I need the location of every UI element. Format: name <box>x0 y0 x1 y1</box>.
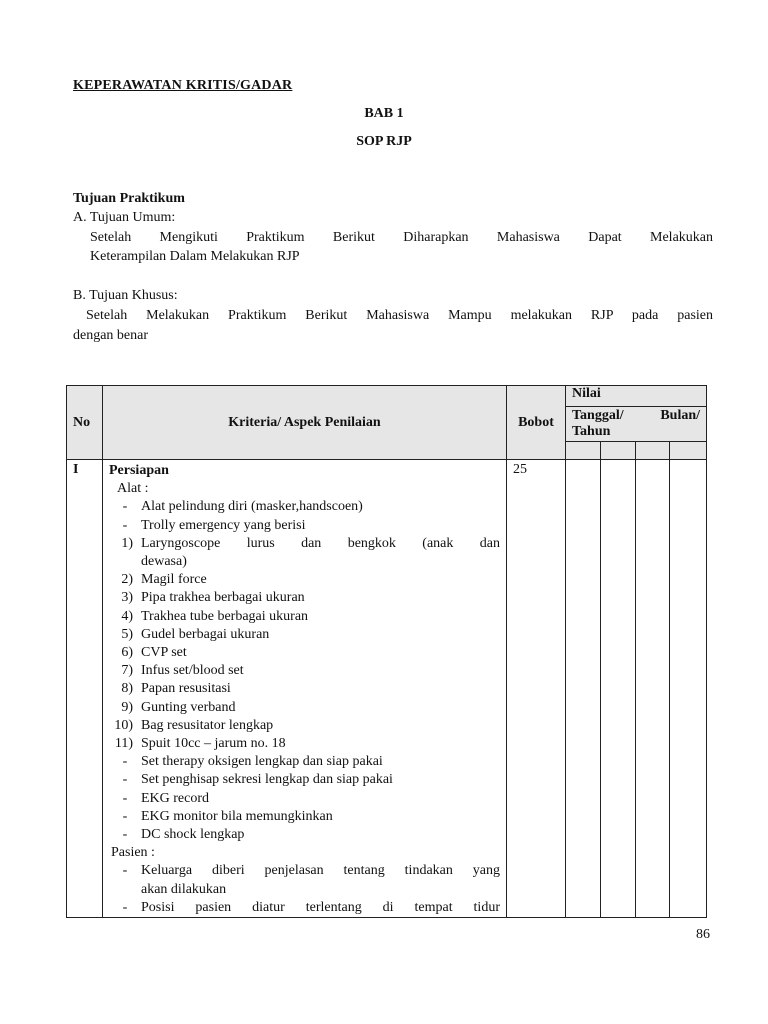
list-item-text: Trolly emergency yang berisi <box>141 517 306 533</box>
list-item <box>109 608 500 626</box>
list-item <box>109 881 500 899</box>
list-marker: 8) <box>121 681 133 697</box>
list-item-text: Trakhea tube berbagai ukuran <box>141 608 309 624</box>
list-item-text: Bag resusitator lengkap <box>141 717 274 733</box>
list-marker: - <box>122 754 128 770</box>
list-item-text: DC shock lengkap <box>141 827 245 843</box>
row-number: I <box>67 460 103 918</box>
alat-list <box>109 498 500 844</box>
list-item <box>109 571 500 589</box>
date-cell-2-header <box>601 442 636 460</box>
list-marker: 6) <box>121 645 133 661</box>
list-item <box>109 735 500 753</box>
list-marker <box>109 881 141 899</box>
list-marker: - <box>122 808 128 824</box>
list-marker: 11) <box>114 736 133 752</box>
list-item <box>109 535 500 553</box>
list-marker: - <box>122 517 128 533</box>
date-cell-4-header <box>670 442 707 460</box>
list-marker: 7) <box>121 663 133 679</box>
list-item <box>109 899 500 917</box>
list-item-text: Set penghisap sekresi lengkap dan siap pakai <box>141 772 393 788</box>
assessment-table <box>66 385 707 918</box>
header-bobot: Bobot <box>507 386 566 460</box>
bobot-value: 25 <box>507 460 566 918</box>
list-marker: 1) <box>121 535 133 551</box>
tujuan-umum-line-1: Setelah Mengikuti Praktikum Berikut Diharapkan Mahasiswa Dapat Melakukan <box>90 230 713 245</box>
list-marker: 10) <box>114 717 133 733</box>
date-cell-2 <box>601 460 636 918</box>
date-cell-1 <box>566 460 601 918</box>
header-tanggal-label: Tanggal/ <box>572 408 624 423</box>
header-no: No <box>67 386 103 460</box>
list-item-text: Pipa trakhea berbagai ukuran <box>141 590 305 606</box>
date-cell-4 <box>670 460 707 918</box>
header-bulan-label: Bulan/ <box>660 408 701 423</box>
list-marker: 5) <box>121 626 133 642</box>
list-item <box>109 589 500 607</box>
list-marker: 2) <box>121 572 133 588</box>
list-item <box>109 498 500 516</box>
list-marker <box>109 553 141 571</box>
list-item-text: Magil force <box>141 572 207 588</box>
date-cell-3 <box>636 460 670 918</box>
list-item <box>109 644 500 662</box>
list-marker: - <box>122 899 128 915</box>
list-item-text: EKG monitor bila memungkinkan <box>141 808 333 824</box>
list-item-text: CVP set <box>141 645 187 661</box>
list-item-text: Spuit 10cc – jarum no. 18 <box>141 736 286 752</box>
pasien-list <box>109 862 500 917</box>
list-item <box>109 808 500 826</box>
pasien-label: Pasien : <box>111 845 155 861</box>
sop-title: SOP RJP <box>356 134 412 149</box>
tujuan-khusus-line-2: dengan benar <box>73 328 149 343</box>
list-item <box>109 699 500 717</box>
course-title: KEPERAWATAN KRITIS/GADAR <box>73 78 293 93</box>
list-item-text: Infus set/blood set <box>141 663 244 679</box>
list-item-text: akan dilakukan <box>141 881 227 897</box>
tujuan-khusus-line-1: Setelah Melakukan Praktikum Berikut Mahasiswa Mampu melakukan RJP pada pasien <box>86 308 713 323</box>
list-item-text: Papan resusitasi <box>141 681 231 697</box>
section-label: Persiapan <box>109 463 169 478</box>
list-marker: - <box>122 790 128 806</box>
list-item-text: Laryngoscope lurus dan bengkok (anak dan <box>141 535 500 551</box>
list-marker: 3) <box>121 590 133 606</box>
section-title: Tujuan Praktikum <box>73 191 185 206</box>
list-item <box>109 626 500 644</box>
list-marker: - <box>122 863 128 879</box>
list-item-text: dewasa) <box>141 554 187 570</box>
list-item-text: Set therapy oksigen lengkap dan siap pakai <box>141 754 383 770</box>
list-item <box>109 517 500 535</box>
list-item <box>109 790 500 808</box>
list-item <box>109 753 500 771</box>
list-item-text: Gudel berbagai ukuran <box>141 626 270 642</box>
header-kriteria: Kriteria/ Aspek Penilaian <box>103 386 507 460</box>
list-marker: 9) <box>121 699 133 715</box>
list-item-text: EKG record <box>141 790 210 806</box>
list-item-text: Posisi pasien diatur terlentang di tempat tidur <box>141 899 500 915</box>
list-item <box>109 826 500 844</box>
list-item <box>109 553 500 571</box>
list-item-text: Keluarga diberi penjelasan tentang tindakan yang <box>141 863 500 879</box>
header-nilai: Nilai <box>566 386 707 407</box>
list-marker: - <box>122 827 128 843</box>
list-item <box>109 717 500 735</box>
tujuan-khusus-label: B. Tujuan Khusus: <box>73 288 178 303</box>
list-item-text: Alat pelindung diri (masker,handscoen) <box>141 499 363 515</box>
list-item <box>109 680 500 698</box>
page-number: 86 <box>696 927 710 942</box>
tujuan-umum-line-2: Keterampilan Dalam Melakukan RJP <box>90 249 300 264</box>
list-item <box>109 662 500 680</box>
date-cell-1-header <box>566 442 601 460</box>
list-marker: - <box>122 499 128 515</box>
list-item-text: Gunting verband <box>141 699 236 715</box>
kriteria-cell <box>103 460 507 918</box>
list-marker: - <box>122 772 128 788</box>
header-tahun-label: Tahun <box>572 424 611 439</box>
date-cell-3-header <box>636 442 670 460</box>
alat-label: Alat : <box>117 481 149 497</box>
list-marker: 4) <box>121 608 133 624</box>
list-item <box>109 862 500 880</box>
chapter-title: BAB 1 <box>364 106 404 121</box>
tujuan-umum-label: A. Tujuan Umum: <box>73 210 176 225</box>
list-item <box>109 771 500 789</box>
header-tanggal <box>566 407 707 442</box>
